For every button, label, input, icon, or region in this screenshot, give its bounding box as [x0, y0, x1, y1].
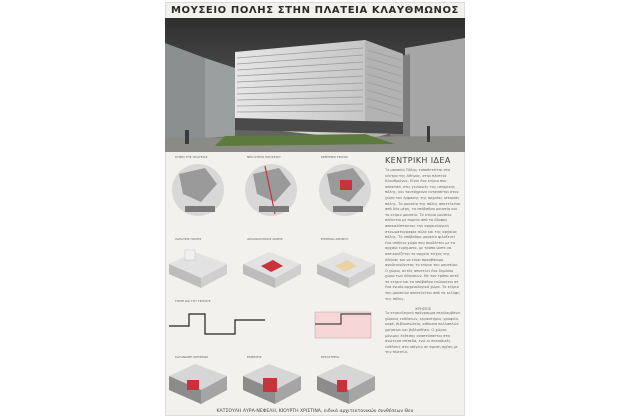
caption-1: ΚΤΙΡΙΟ ΤΗΣ ΠΛΑΤΕΙΑΣ — [175, 155, 208, 159]
uses-heading: ΧΡΗΣΕΙΣ — [414, 306, 432, 312]
idea-paragraph: Το μουσείο Πόλης τοποθετείται στο κέντρο της Αθήνας, στην πλατεία Κλαυθμώνος. Είναι ένα κτίριο που αποκτάει στις γειτονιές της ιστορικής πόλης, και ταυτόχρονα εντάσσεται στον χώρο του έμφασης της αρχαίας ιστορίας πόλης. Το μουσείο της πόλης αποτελείται από δύο μέρη, το υπόβαθρο μουσείο και το κτίριο μουσείο. Το κτίριο μουσείο πλέκεται με πορεία από το έδαφος αποκαλύπτοντας την αρχαιολογική στρωματογραφία αλλά και της αρχαίας πόλης. Το υπόβαθρο μουσείο φιλοξενεί ένα υπόγειο χώρο που συνδέεται με τα αρχαία ευρήματα, με τρόπο ώστε να απεικονίζεται το αρχαίο τείχος της Αθήνας και να είναι προσβάσιμο αναδεικνύοντας το κτίριο του μουσείου. Ο χώρος αυτός αποτελεί ένα δημόσιο χώρο των Αθηναίων. Με τον τρόπο αυτό το κτίριο και το υπόβαθρο ενώνονται σε ένα ενιαίο αρχαιολογικό χώρο. Το κτίριο του μουσείου αποτελείται από τα κελύφη της πόλης. — [385, 168, 461, 301]
title-bar — [165, 2, 465, 18]
caption-9: ΕΚΘΕΣΕΙΣ — [247, 355, 262, 359]
use-axo-2 — [243, 364, 301, 404]
authors-footer: ΚΑΤΣΟΥΛΗ ΑΥΡΑ-ΝΕΦΕΛΗ, ΚΙΟΥΡΤΗ ΧΡΙΣΤΙΝΑ, ειδικά αρχιτεκτονικών συνθέσεων Θεο — [216, 409, 414, 414]
text-column — [385, 154, 461, 410]
axo-2 — [243, 252, 301, 288]
caption-8: ΚΑΤΑΝΟΜΗ ΧΡΗΣΕΩΝ — [175, 355, 208, 359]
site-plan-2 — [245, 164, 297, 216]
axo-3 — [317, 252, 375, 288]
site-plan-1 — [172, 164, 224, 216]
diagrams — [165, 154, 379, 410]
poster-board — [165, 2, 465, 416]
site-plan-3 — [319, 164, 371, 216]
building-render — [165, 18, 465, 152]
render-image — [165, 18, 465, 152]
caption-10: ΕΡΓΑΣΤΗΡΙΑ — [321, 355, 340, 359]
poster-title: ΜΟΥΣΕΙΟ ΠΟΛΗΣ ΣΤΗΝ ΠΛΑΤΕΙΑ ΚΛΑΥΘΜΩΝΟΣ — [171, 4, 459, 16]
use-axo-3 — [317, 364, 375, 404]
caption-3: ΚΕΝΤΡΙΚΟ ΤΕΙΧΟΣ — [321, 155, 348, 159]
caption-6: ΕΠΙΠΕΔΟ ΔΡΟΜΟΥ — [321, 237, 349, 241]
caption-7: ΤΟΜΗ ΔΙΑ ΤΟΥ ΤΕΙΧΟΥΣ — [175, 299, 211, 303]
section-2 — [315, 312, 371, 338]
diagram-grid — [165, 154, 379, 410]
idea-heading: ΚΕΝΤΡΙΚΗ ΙΔΕΑ — [385, 156, 451, 165]
section-1 — [169, 314, 265, 334]
caption-4: ΧΑΡΑΞΕΙΣ ΠΟΛΗΣ — [175, 237, 202, 241]
use-axo-1 — [169, 364, 227, 404]
uses-paragraph: Το κτιριολογικό πρόγραμμα περιλαμβάνει χώρους εκθέσεων, εργαστήρια, γραφεία, καφέ, βιβλιοπωλείο, αίθουσα πολλαπλών χρήσεων και βιβλιοθήκη. Ο χώρος μόνιμης έκθεσης αναπτύσσεται στα ανώτερα επίπεδα, ενώ οι περιοδικές εκθέσεις στο ισόγειο σε άμεση σχέση με την πλατεία. — [385, 311, 461, 355]
axo-1 — [169, 250, 227, 288]
caption-5: ΑΡΧΑΙΟΛΟΓΙΚΟΣ ΧΩΡΟΣ — [247, 237, 283, 241]
caption-2: ΝΕΟ ΚΤΙΡΙΟ ΜΟΥΣΕΙΟΥ — [247, 155, 281, 159]
